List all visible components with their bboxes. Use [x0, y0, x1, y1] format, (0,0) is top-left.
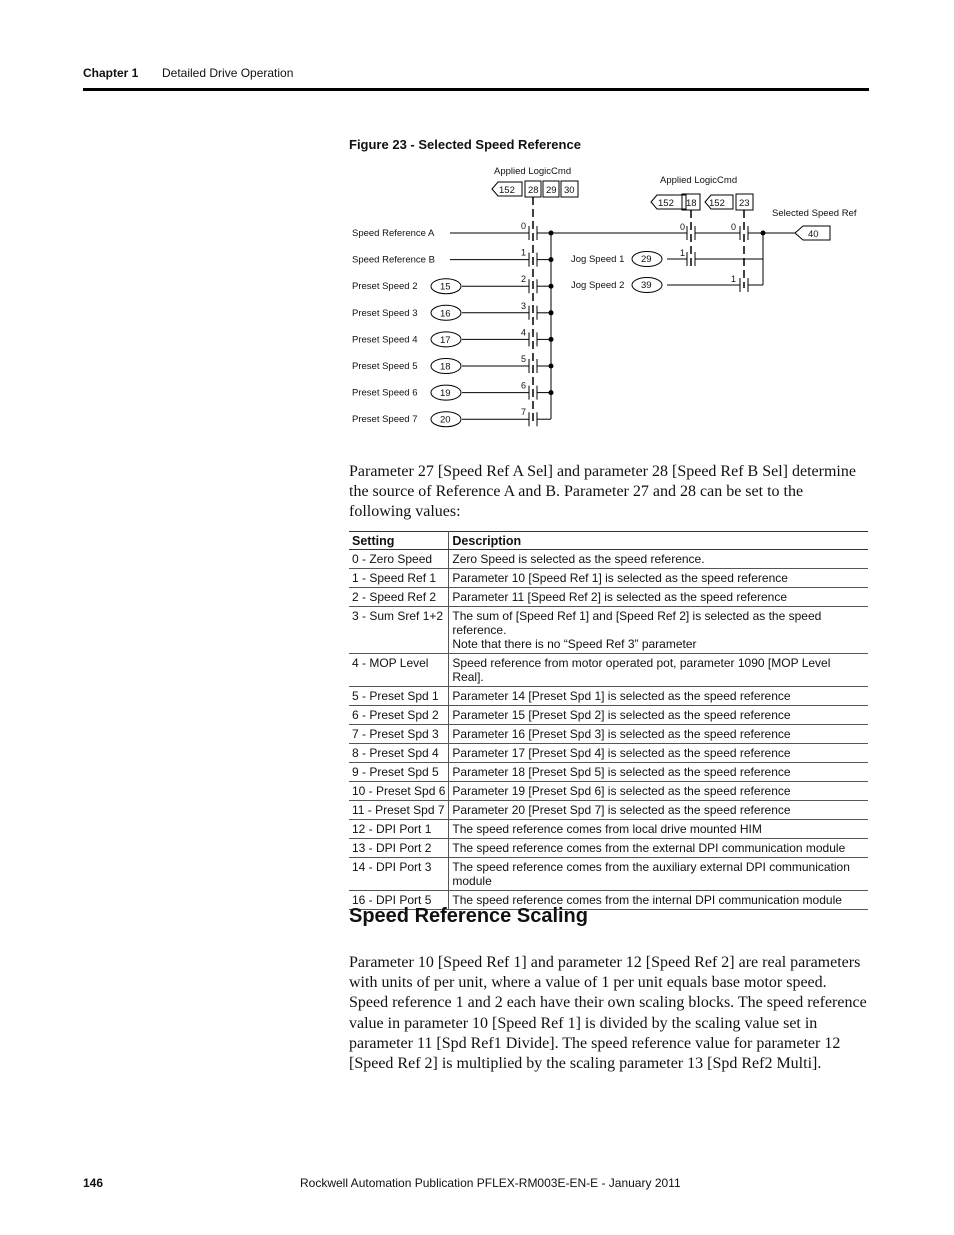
table-row: [349, 569, 868, 588]
description-cell: The sum of [Speed Ref 1] and [Speed Ref 2] is selected as the speed reference. Note that there is no “Speed Ref 3” parameter: [449, 607, 868, 654]
setting-cell: 10 - Preset Spd 6: [349, 782, 449, 801]
setting-cell: 11 - Preset Spd 7: [349, 801, 449, 820]
description-cell: Zero Speed is selected as the speed reference.: [449, 550, 868, 569]
table-row: [349, 744, 868, 763]
logic-cmd-value: 23: [739, 198, 750, 209]
table-row: [349, 725, 868, 744]
junction-dot: [549, 364, 554, 369]
column-header-description: Description: [449, 532, 868, 550]
logic-cmd-value: 152: [709, 198, 725, 209]
input-label: Preset Speed 2: [352, 281, 418, 293]
param-value: 17: [440, 334, 451, 346]
bit-label: 3: [521, 300, 527, 311]
setting-cell: 0 - Zero Speed: [349, 550, 449, 569]
setting-cell: 2 - Speed Ref 2: [349, 588, 449, 607]
description-cell: Parameter 17 [Preset Spd 4] is selected as the speed reference: [449, 744, 868, 763]
bit-label: 1: [680, 248, 686, 258]
description-cell: Parameter 11 [Speed Ref 2] is selected as the speed reference: [449, 588, 868, 607]
table-row: [349, 706, 868, 725]
table-row: [349, 820, 868, 839]
jog-speed-1-label: Jog Speed 1: [571, 254, 625, 265]
input-label: Speed Reference A: [352, 228, 435, 239]
speed-reference-diagram: [340, 158, 870, 433]
setting-cell: 4 - MOP Level: [349, 654, 449, 687]
setting-cell: 12 - DPI Port 1: [349, 820, 449, 839]
setting-cell: 5 - Preset Spd 1: [349, 687, 449, 706]
setting-cell: 1 - Speed Ref 1: [349, 569, 449, 588]
junction-dot: [549, 257, 554, 262]
setting-cell: 7 - Preset Spd 3: [349, 725, 449, 744]
junction-dot: [549, 390, 554, 395]
param-value: 16: [440, 308, 451, 320]
description-cell: Parameter 15 [Preset Spd 2] is selected as the speed reference: [449, 706, 868, 725]
page-number: 146: [83, 1176, 104, 1190]
table-row: [349, 687, 868, 706]
section-header: Detailed Drive Operation: [162, 66, 294, 80]
description-cell: Parameter 16 [Preset Spd 3] is selected as the speed reference: [449, 725, 868, 744]
bit-label: 7: [521, 407, 527, 418]
intro-paragraph: Parameter 27 [Speed Ref A Sel] and parameter 28 [Speed Ref B Sel] determine the source of Reference A and B. Parameter 27 and 28 can be set to the following values:: [349, 463, 856, 520]
table-row: [349, 607, 868, 654]
setting-cell: 16 - DPI Port 5: [349, 891, 449, 910]
setting-cell: 3 - Sum Sref 1+2: [349, 607, 449, 654]
header-rule: [83, 88, 869, 91]
bit-label: 0: [680, 222, 686, 232]
description-cell: Parameter 10 [Speed Ref 1] is selected as the speed reference: [449, 569, 868, 588]
publication-footer: Rockwell Automation Publication PFLEX-RM003E-EN-E - January 2011: [300, 1176, 681, 1190]
description-cell: Parameter 19 [Preset Spd 6] is selected as the speed reference: [449, 782, 868, 801]
settings-table: [349, 531, 868, 910]
param-value: 18: [440, 361, 451, 373]
junction-dot: [549, 284, 554, 289]
bit-label: 0: [521, 221, 527, 231]
table-row: [349, 654, 868, 687]
jog-speed-2-label: Jog Speed 2: [571, 280, 625, 291]
bit-label: 1: [731, 274, 737, 284]
figure-title: Figure 23 - Selected Speed Reference: [349, 137, 581, 152]
junction-dot: [549, 310, 554, 315]
logic-cmd-value: 18: [686, 198, 697, 209]
logic-cmd-value: 29: [546, 185, 557, 196]
bit-label: 2: [521, 274, 527, 285]
input-label: Preset Speed 7: [352, 414, 418, 426]
scaling-paragraph: Parameter 10 [Speed Ref 1] and parameter 12 [Speed Ref 2] are real parameters with units of per unit, where a value of 1 per unit equals base motor speed. Speed reference 1 and 2 each have their own scaling blocks. The speed reference value in parameter 10 [Speed Ref 1] is divided by the scaling value set in parameter 11 [Spd Ref1 Divide]. The speed reference value for parameter 12 [Speed Ref 2] is multiplied by the scaling parameter 13 [Spd Ref2 Multi].: [349, 954, 867, 1073]
output-label: Selected Speed Ref: [772, 208, 857, 219]
input-label: Preset Speed 3: [352, 307, 418, 319]
table-row: [349, 588, 868, 607]
logic-cmd-value: 152: [499, 185, 515, 196]
table-row: [349, 782, 868, 801]
description-cell: The speed reference comes from the auxiliary external DPI communication module: [449, 858, 868, 891]
setting-cell: 13 - DPI Port 2: [349, 839, 449, 858]
junction-dot: [549, 337, 554, 342]
input-label: Preset Speed 4: [352, 334, 418, 346]
description-cell: The speed reference comes from the external DPI communication module: [449, 839, 868, 858]
description-cell: Parameter 14 [Preset Spd 1] is selected as the speed reference: [449, 687, 868, 706]
table-row: [349, 550, 868, 569]
description-cell: Parameter 20 [Preset Spd 7] is selected as the speed reference: [449, 801, 868, 820]
bit-label: 4: [521, 327, 527, 338]
table-row: [349, 801, 868, 820]
setting-cell: 9 - Preset Spd 5: [349, 763, 449, 782]
description-cell: Speed reference from motor operated pot, parameter 1090 [MOP Level Real].: [449, 654, 868, 687]
input-label: Preset Speed 5: [352, 361, 418, 372]
logic-cmd-value: 152: [658, 198, 674, 209]
logic-cmd-label-1: Applied LogicCmd: [494, 166, 572, 177]
table-row: [349, 763, 868, 782]
bit-label: 0: [731, 222, 737, 232]
bit-label: 5: [521, 354, 527, 364]
table-header-row: [349, 532, 868, 550]
input-label: Speed Reference B: [352, 254, 435, 266]
setting-cell: 6 - Preset Spd 2: [349, 706, 449, 725]
section-title: Speed Reference Scaling: [349, 905, 588, 927]
description-cell: Parameter 18 [Preset Spd 5] is selected as the speed reference: [449, 763, 868, 782]
setting-cell: 14 - DPI Port 3: [349, 858, 449, 891]
param-value: 20: [440, 414, 451, 426]
junction-dot: [761, 231, 766, 236]
description-cell: The speed reference comes from the internal DPI communication module: [449, 891, 868, 910]
jog-speed-2-value: 39: [641, 280, 652, 291]
column-header-setting: Setting: [349, 532, 449, 550]
param-value: 19: [440, 388, 451, 400]
chapter-label: Chapter 1: [83, 66, 139, 80]
setting-cell: 8 - Preset Spd 4: [349, 744, 449, 763]
jog-speed-1-value: 29: [641, 254, 652, 265]
logic-cmd-value: 30: [564, 185, 575, 196]
description-cell: The speed reference comes from local drive mounted HIM: [449, 820, 868, 839]
junction-dot: [549, 231, 554, 236]
bit-label: 1: [521, 247, 527, 258]
table-row: [349, 839, 868, 858]
input-label: Preset Speed 6: [352, 387, 418, 399]
bit-label: 6: [521, 380, 527, 391]
table-row: [349, 858, 868, 891]
logic-cmd-label-2: Applied LogicCmd: [660, 175, 738, 186]
output-param-value: 40: [808, 229, 819, 240]
logic-cmd-value: 28: [528, 185, 539, 196]
param-value: 15: [440, 281, 451, 293]
